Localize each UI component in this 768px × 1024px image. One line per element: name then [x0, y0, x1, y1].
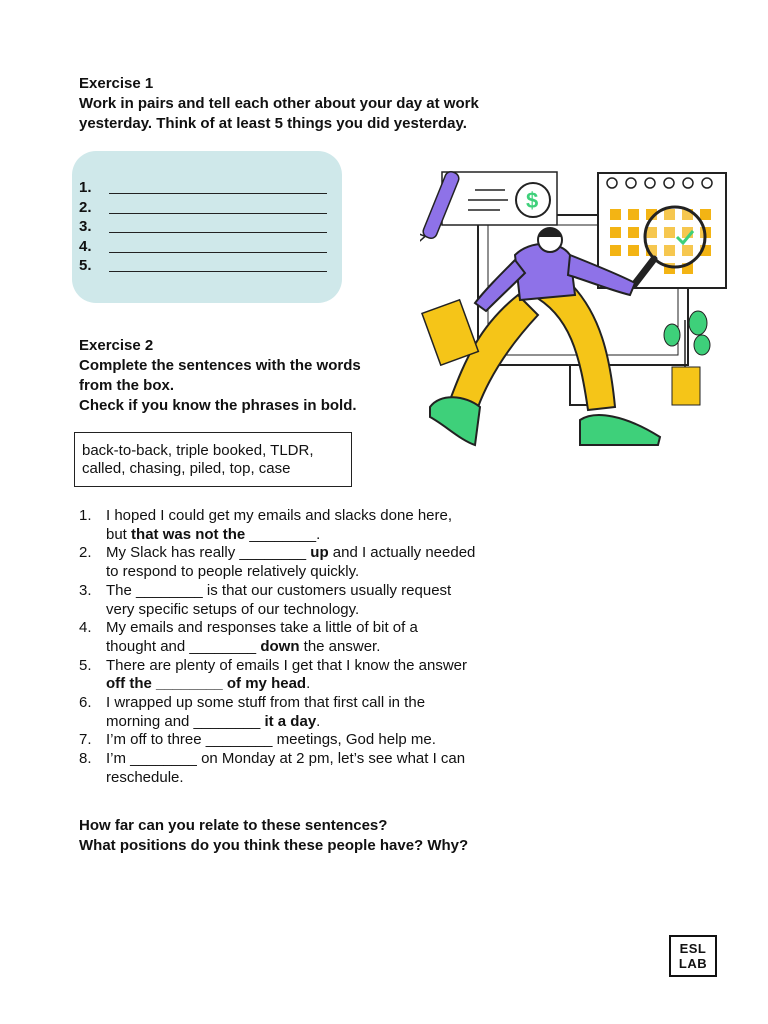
sentence-item: 4. My emails and responses take a little of bit of a thought and ________ down the answer. [79, 619, 418, 655]
answer-blank[interactable] [109, 218, 327, 233]
exercise-2-title: Exercise 2 [79, 337, 154, 354]
word-box [74, 432, 352, 487]
card-icon [422, 300, 478, 365]
sentence-text: I wrapped up some stuff from that first call in the morning and ________ it a day. [106, 694, 426, 730]
sentence-list [79, 507, 519, 788]
esl-lab-logo: ESL LAB [669, 935, 717, 977]
answer-list [79, 178, 327, 276]
answer-blank[interactable] [109, 199, 327, 214]
exercise-2-line-2: from the box. [79, 377, 175, 394]
discussion-questions [79, 816, 559, 856]
sentence-text: I’m ________ on Monday at 2 pm, let’s see what I can reschedule. [106, 750, 466, 786]
answer-list-box [72, 151, 342, 303]
exercise-2-heading [79, 336, 409, 416]
sentence-item: 5. There are plenty of emails I get that I know the answer off the ________ of my head. [79, 656, 468, 693]
word-box-line-1: back-to-back, triple booked, TLDR, [82, 442, 314, 459]
list-item: 2. [79, 198, 327, 218]
sentence-item: 7. I’m off to three ________ meetings, God help me. [79, 731, 436, 749]
sentence-text: There are plenty of emails I get that I know the answer off the ________ of my head. [106, 656, 468, 693]
question-2: What positions do you think these people have? Why? [79, 837, 469, 854]
answer-blank[interactable] [109, 179, 327, 194]
exercise-1-title: Exercise 1 [79, 75, 154, 92]
office-worker-illustration [420, 155, 740, 455]
sentence-item: 8. I’m ________ on Monday at 2 pm, let’s see what I can reschedule. [79, 750, 466, 786]
sentence-text: The ________ is that our customers usually request very specific setups of our technology. [106, 581, 452, 618]
sentence-text: I hoped I could get my emails and slacks done here, but that was not the ________. [106, 507, 453, 543]
sentence-item: 6. I wrapped up some stuff from that first call in the morning and ________ it a day. [79, 694, 426, 730]
sentence-item: 1. I hoped I could get my emails and slacks done here, but that was not the ________. [79, 507, 453, 543]
svg-text:$: $ [526, 188, 539, 213]
answer-blank[interactable] [109, 238, 327, 253]
sentence-text: I’m off to three ________ meetings, God help me. [106, 731, 436, 749]
list-item: 1. [79, 178, 327, 198]
sentence-item: 2. My Slack has really ________ up and I actually needed to respond to people relatively quickly. [79, 544, 476, 581]
sentence-text: My emails and responses take a little of bit of a thought and ________ down the answer. [106, 619, 418, 655]
answer-blank[interactable] [109, 257, 327, 272]
question-1: How far can you relate to these sentences? [79, 817, 388, 834]
list-item: 5. [79, 256, 327, 276]
word-box-line-2: called, chasing, piled, top, case [82, 460, 291, 477]
exercise-1-instruction-2: yesterday. Think of at least 5 things you did yesterday. [79, 115, 467, 132]
exercise-2-line-3: Check if you know the phrases in bold. [79, 397, 357, 414]
exercise-2-line-1: Complete the sentences with the words [79, 357, 361, 374]
list-item: 3. [79, 217, 327, 237]
sentence-item: 3. The ________ is that our customers usually request very specific setups of our technology. [79, 581, 452, 618]
exercise-1-heading [79, 74, 549, 134]
list-item: 4. [79, 237, 327, 257]
exercise-1-instruction-1: Work in pairs and tell each other about your day at work [79, 95, 479, 112]
sentence-text: My Slack has really ________ up and I actually needed to respond to people relatively quickly. [106, 544, 476, 581]
